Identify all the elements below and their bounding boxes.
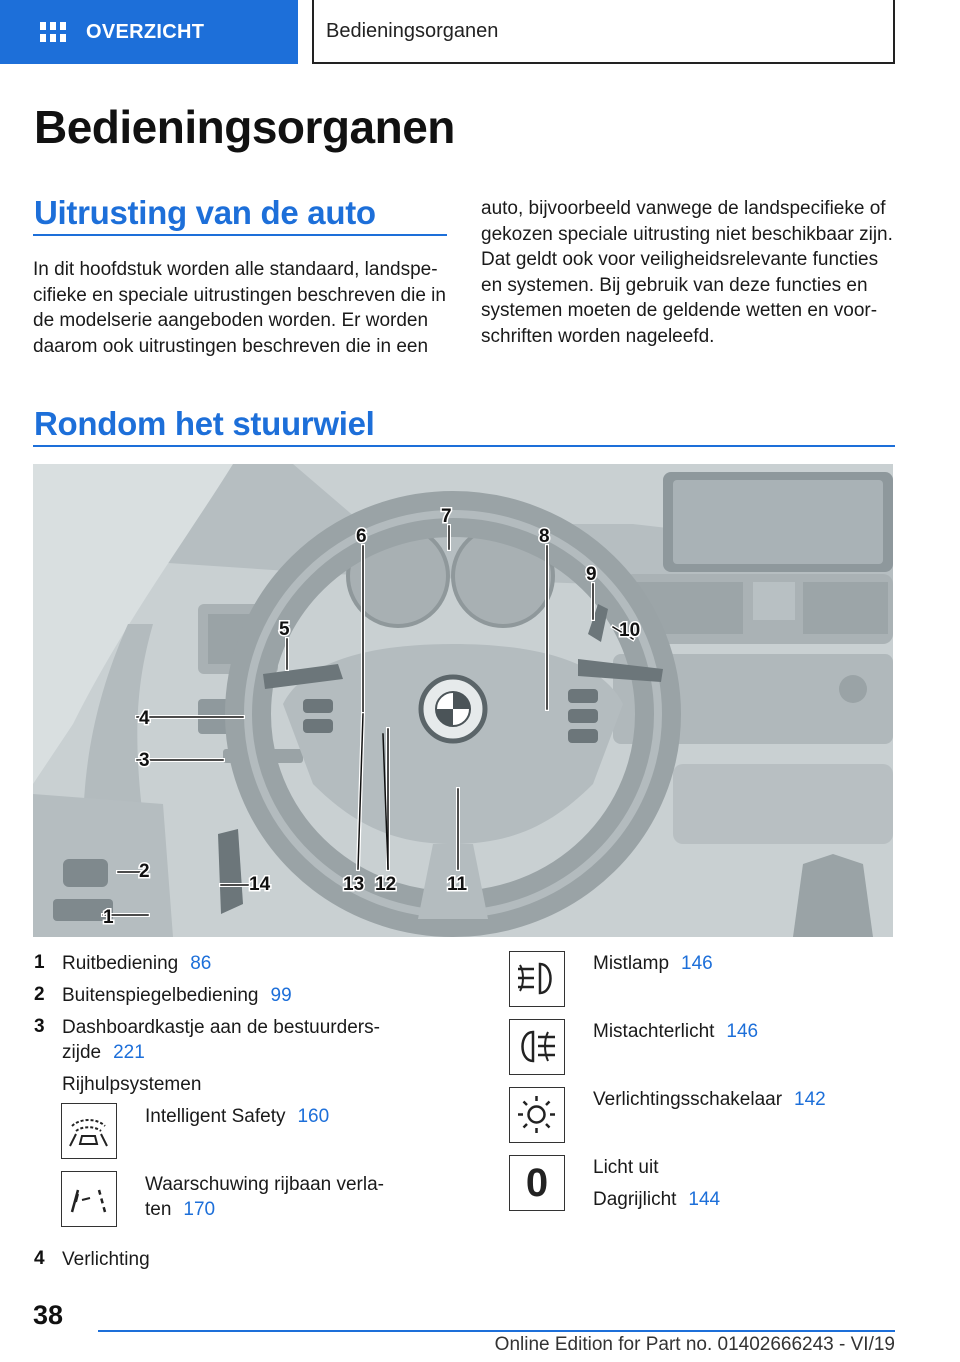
page-link[interactable]: 86 [190, 953, 212, 974]
front-fog-light-icon [509, 951, 565, 1007]
overview-tab[interactable] [0, 0, 298, 64]
callout-14: 14 [249, 874, 271, 895]
legend-number: 3 [34, 1016, 45, 1037]
callout-4: 4 [139, 708, 150, 729]
overview-tab-label: OVERZICHT [86, 20, 205, 43]
legend-label: Waarschuwing rijbaan verla- [145, 1174, 385, 1195]
callout-2: 2 [139, 861, 150, 882]
callout-3: 3 [139, 750, 150, 771]
legend-item-intelligent-safety [145, 1104, 329, 1129]
legend-item-lighting: Verlichting [62, 1249, 150, 1270]
text-line: cifieke en speciale uitrustingen beschreven die in [33, 284, 446, 306]
text-line: systemen moeten de geldende wetten en voor- [481, 300, 878, 321]
legend-label: Buitenspiegelbediening [62, 985, 259, 1006]
legend-label: zijde [62, 1042, 102, 1063]
callout-10: 10 [619, 620, 641, 641]
callout-9: 9 [586, 564, 597, 585]
legend-item-window-controls [62, 951, 211, 976]
callout-13: 13 [343, 874, 365, 895]
footer-rule [98, 1330, 895, 1332]
legend-item-mirror-controls [62, 983, 292, 1008]
legend-item-glovebox [62, 1015, 380, 1065]
legend-item-light-switch [593, 1087, 826, 1112]
page-link[interactable]: 146 [726, 1021, 759, 1042]
grid-menu-icon [40, 22, 66, 42]
text-line: Dat geldt ook voor veiligheidsrelevante functies [481, 249, 879, 270]
page-link[interactable]: 160 [297, 1106, 330, 1127]
page-link[interactable]: 144 [688, 1189, 721, 1210]
legend-label: Dashboardkastje aan de bestuurders- [62, 1017, 380, 1038]
legend-label: Dagrijlicht [593, 1189, 677, 1210]
current-chapter-tab[interactable] [312, 0, 895, 64]
legend-item-front-fog-light [593, 951, 713, 976]
page-title: Bedieningsorganen [34, 101, 455, 153]
text-line: In dit hoofdstuk worden alle standaard, landspe- [33, 259, 438, 280]
legend-label: Intelligent Safety [145, 1106, 286, 1127]
legend-number: 4 [34, 1248, 45, 1269]
legend-heading-driver-assistance: Rijhulpsystemen [62, 1074, 202, 1095]
legend-item-light-off: Licht uit [593, 1157, 659, 1178]
section-title-equipment: Uitrusting van de auto [34, 194, 376, 231]
legend-number: 1 [34, 952, 45, 973]
section-rule [33, 445, 895, 447]
legend-label: Mistachterlicht [593, 1021, 715, 1042]
legend-label: Ruitbediening [62, 953, 179, 974]
light-off-zero-icon [509, 1155, 565, 1211]
legend-item-lane-departure [145, 1172, 384, 1222]
callout-11: 11 [447, 874, 468, 895]
footer-edition: Online Edition for Part no. 01402666243 - VI/19 [494, 1334, 895, 1355]
lane-departure-icon [61, 1171, 117, 1227]
section-title-steering-wheel: Rondom het stuurwiel [34, 405, 375, 442]
page-link[interactable]: 146 [681, 953, 713, 974]
callout-12: 12 [375, 874, 397, 895]
intro-paragraph-left [33, 257, 453, 359]
callout-1: 1 [103, 907, 114, 928]
page-link[interactable]: 170 [183, 1199, 216, 1220]
legend-number: 2 [34, 984, 45, 1005]
callout-7: 7 [441, 506, 452, 527]
legend-label: ten [145, 1199, 172, 1220]
page-number: 38 [33, 1300, 64, 1330]
page-link[interactable]: 142 [794, 1089, 826, 1110]
callout-5: 5 [279, 619, 290, 640]
rear-fog-light-icon [509, 1019, 565, 1075]
page-link[interactable]: 99 [270, 985, 292, 1006]
text-line: de modelserie aangeboden worden. Er worden [33, 310, 429, 331]
intelligent-safety-icon [61, 1103, 117, 1159]
legend-item-daytime-running-light [593, 1187, 720, 1212]
text-line: schriften worden nageleefd. [481, 325, 715, 347]
light-off-glyph: 0 [525, 1161, 549, 1205]
text-line: gekozen speciale uitrusting niet beschikbaar zijn. [481, 223, 893, 245]
legend-label: Verlichtingsschakelaar [593, 1089, 783, 1110]
legend-item-rear-fog-light [593, 1019, 758, 1044]
intro-paragraph-right [481, 196, 901, 349]
page-link[interactable]: 221 [113, 1042, 145, 1063]
light-switch-icon [509, 1087, 565, 1143]
callout-8: 8 [539, 526, 550, 547]
text-line: auto, bijvoorbeeld vanwege de landspecifieke of [481, 198, 886, 219]
callout-6: 6 [356, 526, 367, 547]
current-chapter-label: Bedieningsorganen [326, 19, 499, 42]
legend-label: Mistlamp [593, 953, 670, 974]
text-line: en systemen. Bij gebruik van deze functies en [481, 274, 868, 296]
section-rule [33, 234, 447, 236]
steering-wheel-illustration [33, 464, 893, 937]
text-line: daarom ook uitrustingen beschreven die in een [33, 335, 429, 357]
